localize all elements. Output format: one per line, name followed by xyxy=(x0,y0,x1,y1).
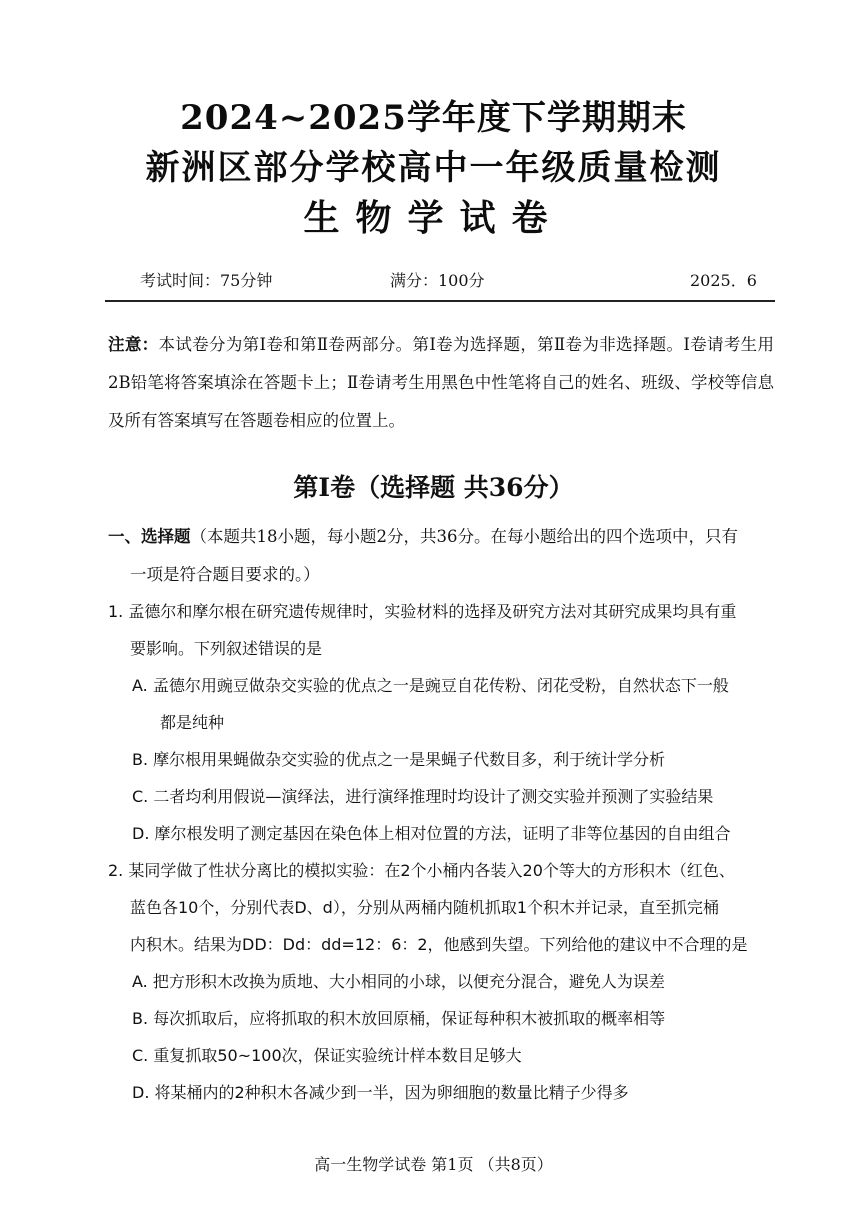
question-1-stem-cont: 要影响。下列叙述错误的是 xyxy=(130,639,323,658)
question-2-option-a: A. 把方形积木改换为质地、大小相同的小球，以便充分混合，避免人为误差 xyxy=(132,972,665,991)
question-2-option-b: B. 每次抓取后，应将抓取的积木放回原桶，保证每种积木被抓取的概率相等 xyxy=(132,1009,666,1028)
section-heading-cont: 一项是符合题目要求的。） xyxy=(130,565,320,584)
question-1-option-c: C. 二者均利用假说—演绎法，进行演绎推理时均设计了测交实验并预测了实验结果 xyxy=(132,787,714,806)
notice-label: 注意： xyxy=(108,335,159,354)
section-heading-text: （本题共18小题，每小题2分，共36分。在每小题给出的四个选项中，只有 xyxy=(190,527,738,546)
question-2-stem: 2. 某同学做了性状分离比的模拟实验：在2个小桶内各装入20个等大的方形积木（红色、 xyxy=(108,861,735,880)
question-1-option-a-cont: 都是纯种 xyxy=(160,713,225,732)
question-2-option-d: D. 将某桶内的2种积木各减少到一半，因为卵细胞的数量比精子少得多 xyxy=(132,1083,629,1102)
question-1-stem: 1. 孟德尔和摩尔根在研究遗传规律时，实验材料的选择及研究方法对其研究成果均具有重 xyxy=(108,602,737,621)
exam-date: 2025．6 xyxy=(690,271,757,290)
exam-time: 考试时间：75分钟 xyxy=(140,271,273,290)
question-2-stem-cont-2: 内积木。结果为DD：Dd：dd=12：6：2，他感到失望。下列给他的建议中不合理的是 xyxy=(130,935,748,954)
section-title: 第Ⅰ卷（选择题 共36分） xyxy=(293,473,574,502)
question-1-option-a: A. 孟德尔用豌豆做杂交实验的优点之一是豌豆自花传粉、闭花受粉，自然状态下一般 xyxy=(132,676,729,695)
header-divider xyxy=(105,300,775,302)
question-2-option-c: C. 重复抓取50~100次，保证实验统计样本数目足够大 xyxy=(132,1046,522,1065)
exam-title-line-2: 新洲区部分学校高中一年级质量检测 xyxy=(145,148,722,188)
question-1-option-d: D. 摩尔根发明了测定基因在染色体上相对位置的方法，证明了非等位基因的自由组合 xyxy=(132,824,731,843)
section-heading-label: 一、选择题 xyxy=(108,527,191,546)
exam-title-line-1: 2024~2025学年度下学期期末 xyxy=(180,98,687,138)
notice-text: 本试卷分为第Ⅰ卷和第Ⅱ卷两部分。第Ⅰ卷为选择题，第Ⅱ卷为非选择题。Ⅰ卷请考生用2B铅笔将答案填涂在答题卡上；Ⅱ卷请考生用黑色中性笔将自己的姓名、班级、学校等信息及所有答案填写在答题卷相应的位置上。 xyxy=(108,335,775,430)
full-score: 满分：100分 xyxy=(390,271,485,290)
page-footer: 高一生物学试卷 第1页 （共8页） xyxy=(314,1155,553,1174)
exam-subject-title: 生物学试卷 xyxy=(303,197,564,239)
question-2-stem-cont-1: 蓝色各10个，分别代表D、d），分别从两桶内随机抓取1个积木并记录，直至抓完桶 xyxy=(130,898,720,917)
question-1-option-b: B. 摩尔根用果蝇做杂交实验的优点之一是果蝇子代数目多，利于统计学分析 xyxy=(132,750,666,769)
section-heading xyxy=(108,525,738,549)
notice-paragraph xyxy=(108,326,774,440)
